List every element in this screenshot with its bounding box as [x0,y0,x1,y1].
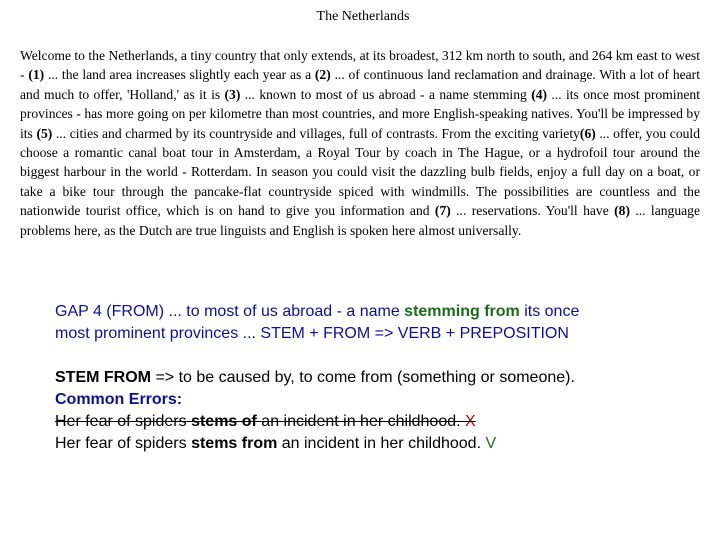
highlighted-phrase: stemming from [404,303,520,320]
correct-example-end: an incident in her childhood. [277,435,486,452]
gap-3: (3) [224,86,241,102]
check-mark: V [485,435,497,452]
gap-5: (5) [36,125,53,141]
gap-4-context: GAP 4 (FROM) ... to most of us abroad - a name [55,303,405,320]
cross-mark: X [465,413,476,430]
passage-text: Welcome to the Netherlands, a tiny country that only extends, at its broadest, 312 km north to south, and 264 km east to west - [20,48,700,83]
reading-passage [20,46,700,240]
definition-text: => to be caused by, to come from (something or someone). [151,369,575,386]
gap-4-explanation [55,301,715,345]
grammar-pattern: most prominent provinces ... STEM + FROM => VERB + PREPOSITION [55,325,569,342]
correct-example [55,433,715,455]
passage-text: ... the land area increases slightly each year as a [44,67,315,83]
passage-text: ... known to most of us abroad - a name stemming [240,86,532,102]
gap-4: (4) [531,86,548,102]
correct-phrase: stems from [191,435,278,452]
incorrect-example-text: Her fear of spiders [55,413,192,430]
passage-text: ... language problems here, as the Dutch are true linguists and English is spoken here almost universally. [20,203,700,238]
gap-2: (2) [314,67,331,83]
gap-analysis [55,301,715,455]
passage-text: ... reservations. You'll have [450,203,615,219]
page-title: The Netherlands [316,9,410,24]
passage-text: ... of continuous land reclamation and drainage. With a lot of heart and much to offer, 'Holland,' as it is [20,67,700,102]
common-errors-heading: Common Errors: [55,391,183,408]
incorrect-phrase: stems of [191,413,257,430]
gap-1: (1) [28,67,45,83]
correct-example-text: Her fear of spiders [55,435,192,452]
definition-term: STEM FROM [55,369,151,386]
passage-text: ... cities and charmed by its countryside and villages, full of contrasts. From the exciting variety [52,125,580,141]
definition-line [55,367,715,389]
incorrect-example-end: an incident in her childhood. [256,413,465,430]
incorrect-example [55,411,715,433]
passage-text: ... its once most prominent provinces - has more going on per kilometre than most countries, and more English-speaking natives. You'll be impressed by its [20,86,700,141]
gap-4-context-end: its once [519,303,580,320]
passage-text: ... offer, you could choose a romantic canal boat tour in Amsterdam, a Royal Tour by coach in The Hague, or a hydrofoil tour around the biggest harbour in the world - Rotterdam. In season you could visit the dazzling bulb fields, enjoy a full day on a boat, or take a bike tour through the pancake-flat countryside spiced with windmills. The possibilities are countless and the nationwide tourist office, which is on hand to give you information and [20,125,700,219]
gap-6: (6) [579,125,596,141]
gap-7: (7) [434,203,451,219]
gap-8: (8) [614,203,630,219]
